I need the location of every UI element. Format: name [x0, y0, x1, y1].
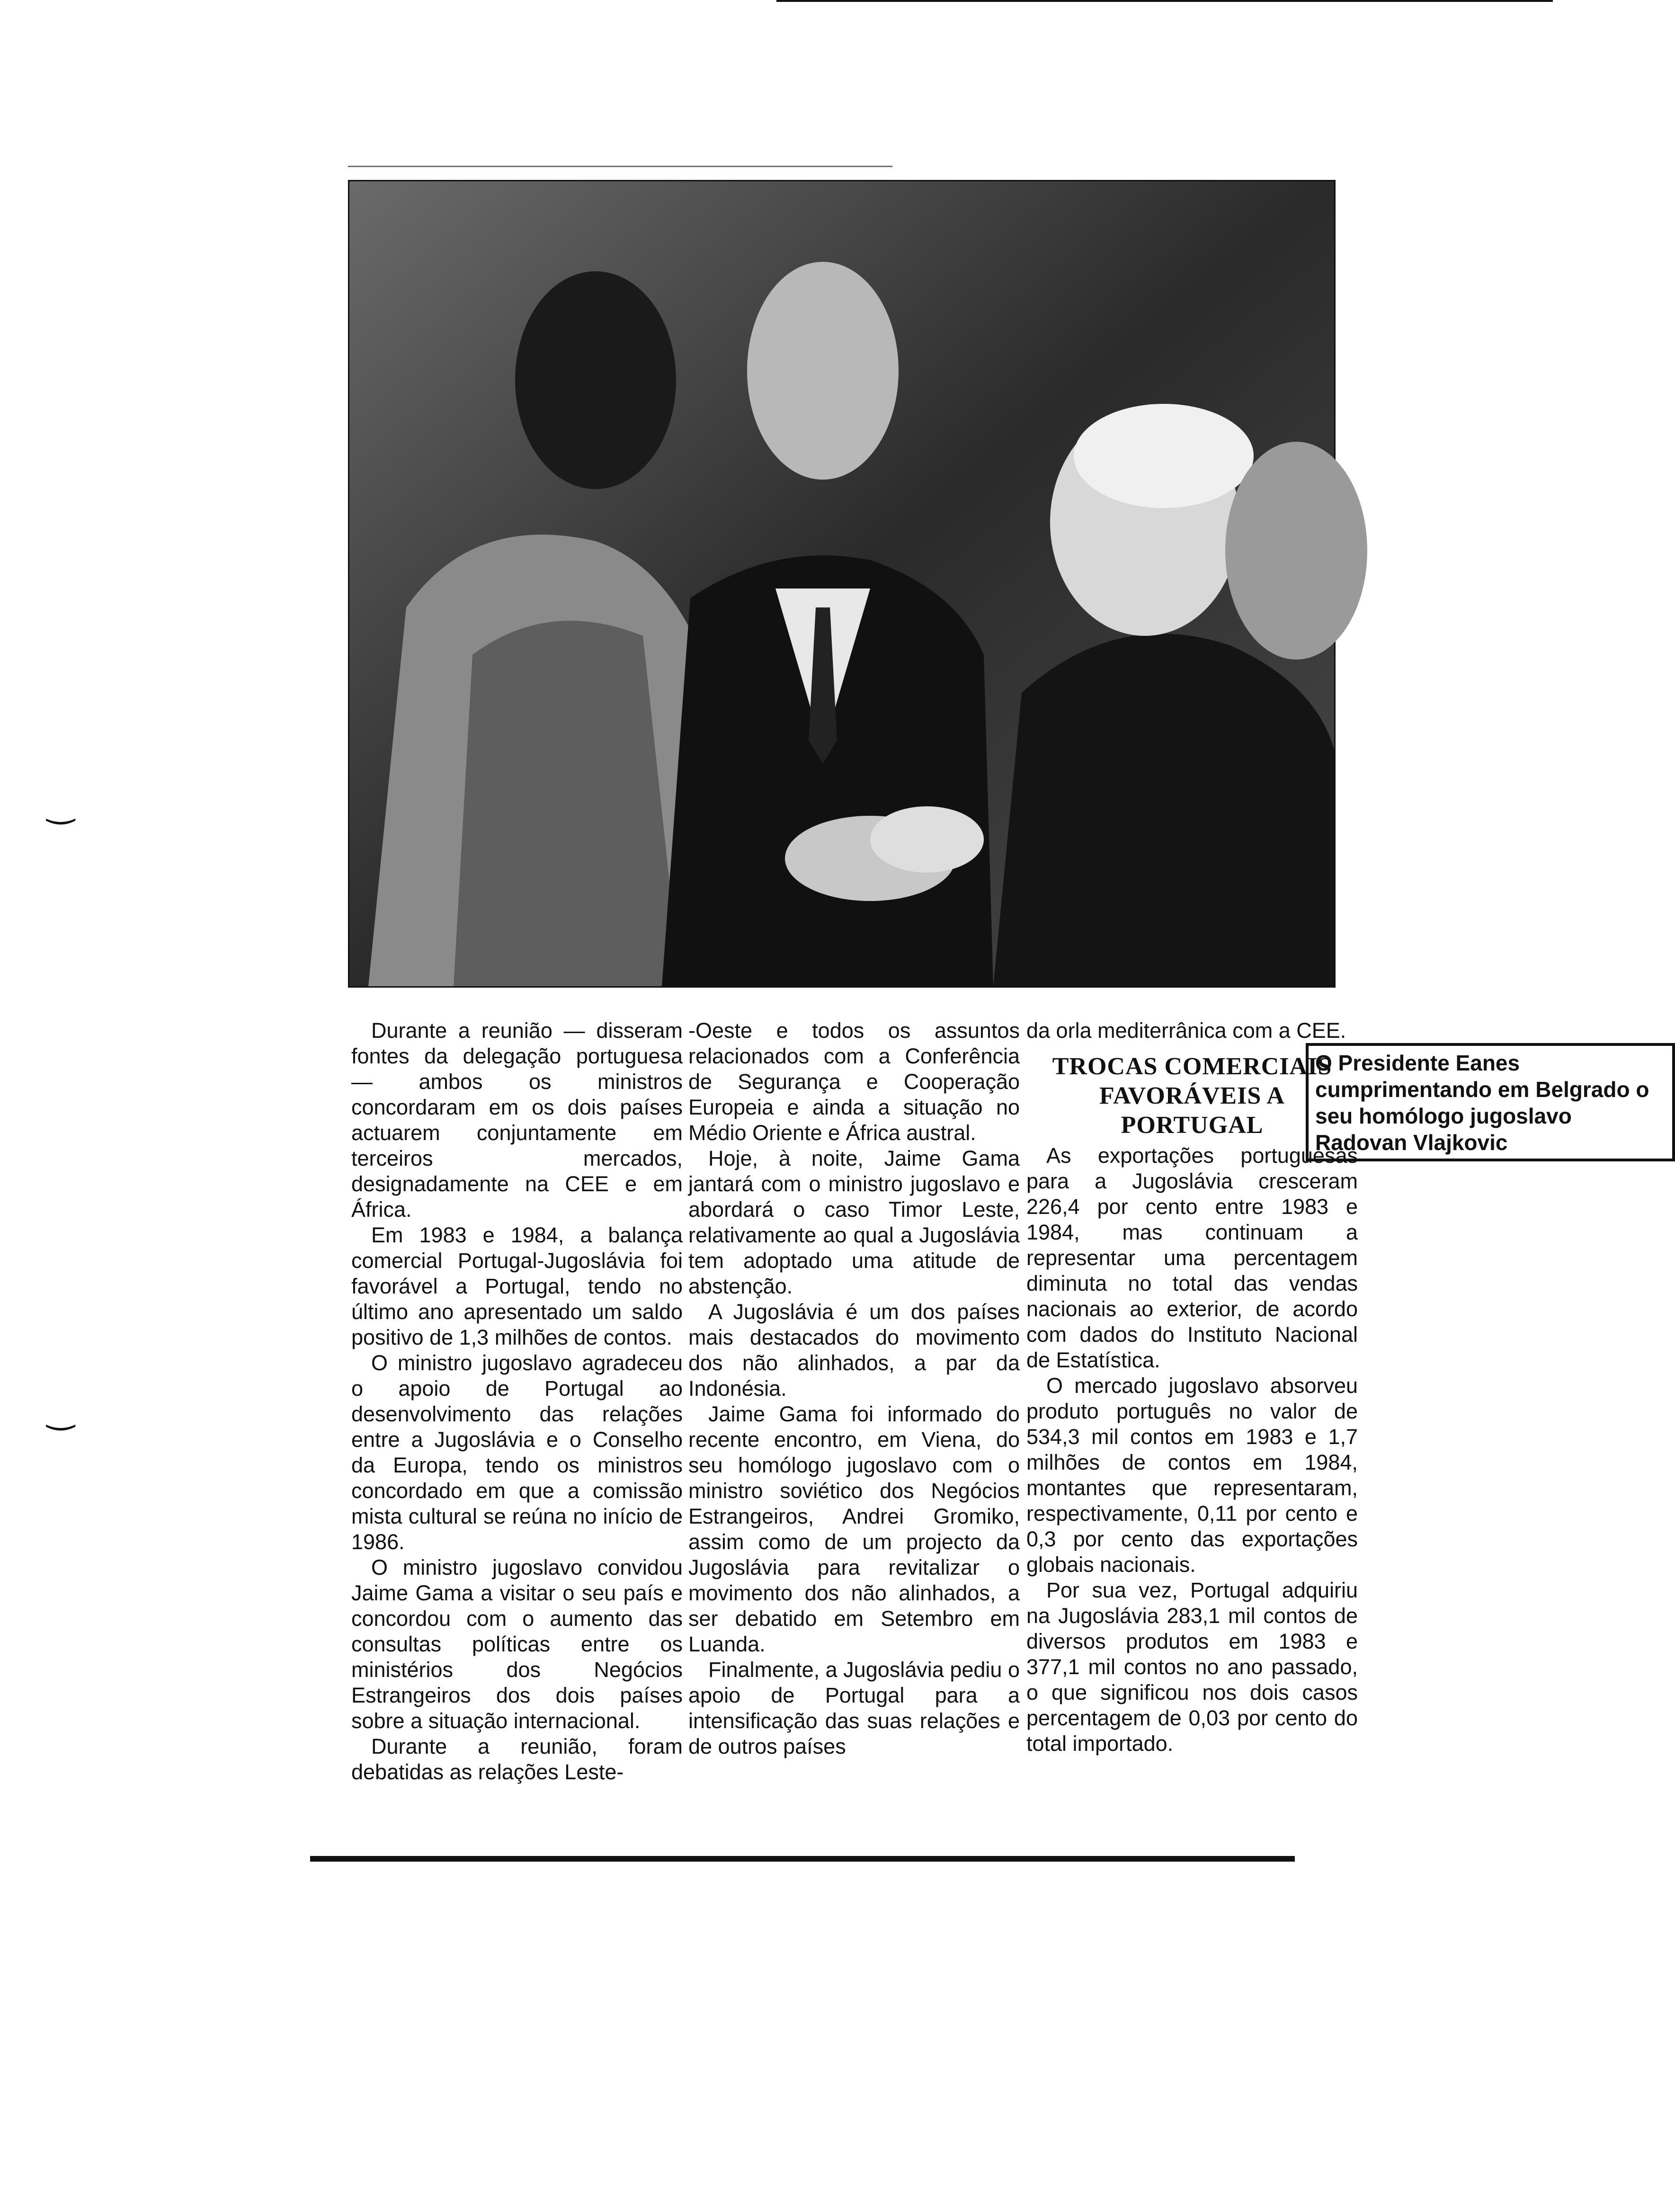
section-heading: TROCAS COMERCIAIS FAVORÁVEIS A PORTUGAL: [1052, 1053, 1332, 1139]
photo-caption: O Presidente Eanes cumprimentando em Belgrado o seu homólogo jugoslavo Radovan Vlajkovic: [1306, 1043, 1675, 1161]
paragraph: Em 1983 e 1984, a balança comercial Portugal-Jugoslávia foi favorável a Portugal, tendo no último ano apresentado um saldo positivo de 1,3 milhões de contos.: [351, 1223, 683, 1349]
paragraph: Hoje, à noite, Jaime Gama jantará com o ministro jugoslavo e abordará o caso Timor Leste, relativamente ao qual a Jugoslávia tem adoptado uma atitude de abstenção.: [688, 1146, 1020, 1298]
punch-mark: ‿: [47, 786, 74, 825]
paragraph: Por sua vez, Portugal adquiriu na Jugoslávia 283,1 mil contos de diversos produtos em 1983 e 377,1 mil contos no ano passado, o que significou nos dois casos percentagem de 0,03 por cento do total importado.: [1026, 1578, 1358, 1756]
article-column-1: [351, 1018, 683, 1785]
paragraph: Jaime Gama foi informado do recente encontro, em Viena, do seu homólogo jugoslavo com o ministro soviético dos Negócios Estrangeiros, Andrei Gromiko, assim como de um projecto da Jugoslávia para revitalizar o movimento dos não alinhados, a ser debatido em Setembro em Luanda.: [688, 1402, 1020, 1656]
article-column-2: [688, 1018, 1020, 1759]
paragraph: O ministro jugoslavo agradeceu o apoio de Portugal ao desenvolvimento das relações entre a Jugoslávia e o Conselho da Europa, tendo os ministros concordado em que a comissão mista cultural se reúna no início de 1986.: [351, 1351, 683, 1554]
paragraph: da orla mediterrânica com a CEE.: [1026, 1018, 1346, 1043]
bottom-rule: [310, 1856, 1295, 1862]
article-column-3: [1026, 1018, 1358, 1757]
paragraph: As exportações portuguesas para a Jugoslávia cresceram 226,4 por cento entre 1983 e 1984, mas continuam a representar uma percentagem diminuta no total das vendas nacionais ao exterior, de acordo com dados do Instituto Nacional de Estatística.: [1026, 1143, 1358, 1372]
photo-illustration: [349, 181, 1334, 986]
paragraph: Finalmente, a Jugoslávia pediu o apoio de Portugal para a intensificação das suas relações e de outros países: [688, 1658, 1020, 1758]
paragraph: O ministro jugoslavo convidou Jaime Gama a visitar o seu país e concordou com o aumento das consultas políticas entre os ministérios dos Negócios Estrangeiros dos dois países sobre a situação internacional.: [351, 1555, 683, 1733]
paragraph: Durante a reunião — disseram fontes da delegação portuguesa — ambos os ministros concordaram em os dois países actuarem conjuntamente em terceiros mercados, designadamente na CEE e em África.: [351, 1018, 683, 1222]
paragraph: Durante a reunião, foram debatidas as relações Leste-: [351, 1734, 683, 1784]
paragraph: -Oeste e todos os assuntos relacionados com a Conferência de Segurança e Cooperação Europeia e ainda a situação no Médio Oriente e África austral.: [688, 1018, 1020, 1145]
paragraph: A Jugoslávia é um dos países mais destacados do movimento dos não alinhados, a par da Indonésia.: [688, 1300, 1020, 1400]
paragraph: O mercado jugoslavo absorveu produto português no valor de 534,3 mil contos em 1983 e 1,7 milhões de contos em 1984, montantes que representaram, respectivamente, 0,11 por cento e 0,3 por cento das exportações globais nacionais.: [1026, 1374, 1358, 1577]
punch-mark: ‿: [47, 1392, 74, 1431]
scan-edge-line: [776, 0, 1553, 2]
scan-edge-line: [348, 166, 892, 167]
